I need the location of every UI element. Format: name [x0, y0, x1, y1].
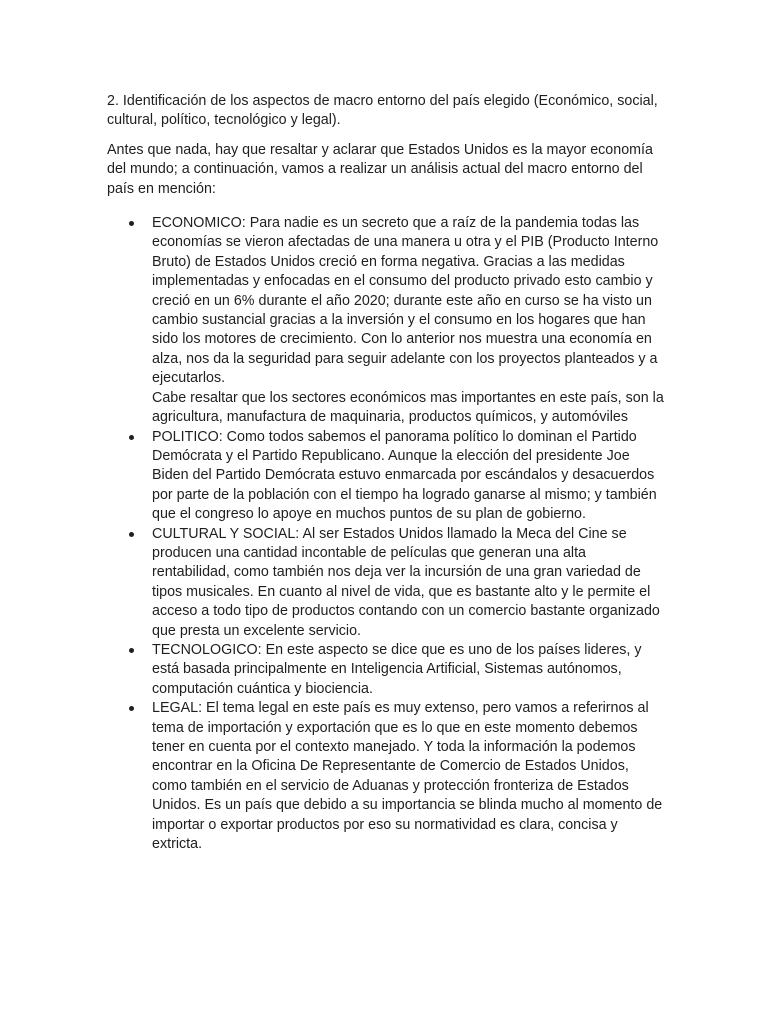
list-item-legal — [107, 699, 667, 854]
list-item-text: TECNOLOGICO: En este aspecto se dice que es uno de los países lideres, y está basada principalmente en Inteligencia Artificial, Sistemas autónomos, computación cuántica y biociencia. — [152, 641, 642, 697]
list-item-text: ECONOMICO: Para nadie es un secreto que a raíz de la pandemia todas las economías se vieron afectadas de una manera u otra y el PIB (Producto Interno Bruto) de Estados Unidos creció en forma negativa. Gracias a las medidas implementadas y enfocadas en el consumo del producto privado esto cambio y creció en un 6% durante el año 2020; durante este año en curso se ha visto un cambio sustancial gracias a la inversión y el consumo en los hogares que han sido los motores de crecimiento. Con lo anterior nos muestra una economía en alza, nos da la seguridad para seguir adelante con los proyectos planteados y a ejecutarlos. — [152, 215, 659, 387]
bullet-icon — [129, 221, 134, 226]
aspects-list — [107, 214, 667, 854]
list-item-economico — [107, 214, 667, 427]
bullet-icon — [129, 532, 134, 537]
intro-paragraph: Antes que nada, hay que resaltar y aclarar que Estados Unidos es la mayor economía del mundo; a continuación, vamos a realizar un análisis actual del macro entorno del país en mención: — [107, 141, 653, 197]
list-item-politico — [107, 428, 667, 525]
list-item-text: LEGAL: El tema legal en este país es muy extenso, pero vamos a referirnos al tema de importación y exportación que es lo que en este momento debemos tener en cuenta por el contexto manejado. Y toda la información la podemos encontrar en la Oficina De Representante de Comercio de Estados Unidos, como también en el servicio de Aduanas y protección fronteriza de Estados Unidos. Es un país que debido a su importancia se blinda mucho al momento de importar o exportar productos por eso su normatividad es clara, concisa y extricta. — [152, 700, 663, 853]
section-heading: 2. Identificación de los aspectos de macro entorno del país elegido (Económico, social, cultural, político, tecnológico y legal). — [107, 93, 658, 129]
bullet-icon — [129, 435, 134, 440]
bullet-icon — [129, 706, 134, 711]
list-item-extra-text: Cabe resaltar que los sectores económicos mas importantes en este país, son la agricultura, manufactura de maquinaria, productos químicos, y automóviles — [152, 389, 664, 426]
list-item-text: CULTURAL Y SOCIAL: Al ser Estados Unidos llamado la Meca del Cine se producen una cantidad incontable de películas que generan una alta rentabilidad, como también nos deja ver la incursión de una gran variedad de tipos musicales. En cuanto al nivel de vida, que es bastante alto y le permite el acceso a todo tipo de productos contando con un comercio bastante organizado que presta un excelente servicio. — [152, 525, 660, 639]
list-item-cultural-social — [107, 525, 667, 641]
list-item-text: POLITICO: Como todos sabemos el panorama político lo dominan el Partido Demócrata y el Partido Republicano. Aunque la elección del presidente Joe Biden del Partido Demócrata estuvo enmarcada por escándalos y desacuerdos por parte de la población con el tiempo ha logrado ganarse al mismo; y también que el congreso lo apoye en muchos puntos de su plan de gobierno. — [152, 428, 657, 523]
bullet-icon — [129, 648, 134, 653]
list-item-tecnologico — [107, 641, 667, 699]
document-page — [107, 92, 667, 854]
